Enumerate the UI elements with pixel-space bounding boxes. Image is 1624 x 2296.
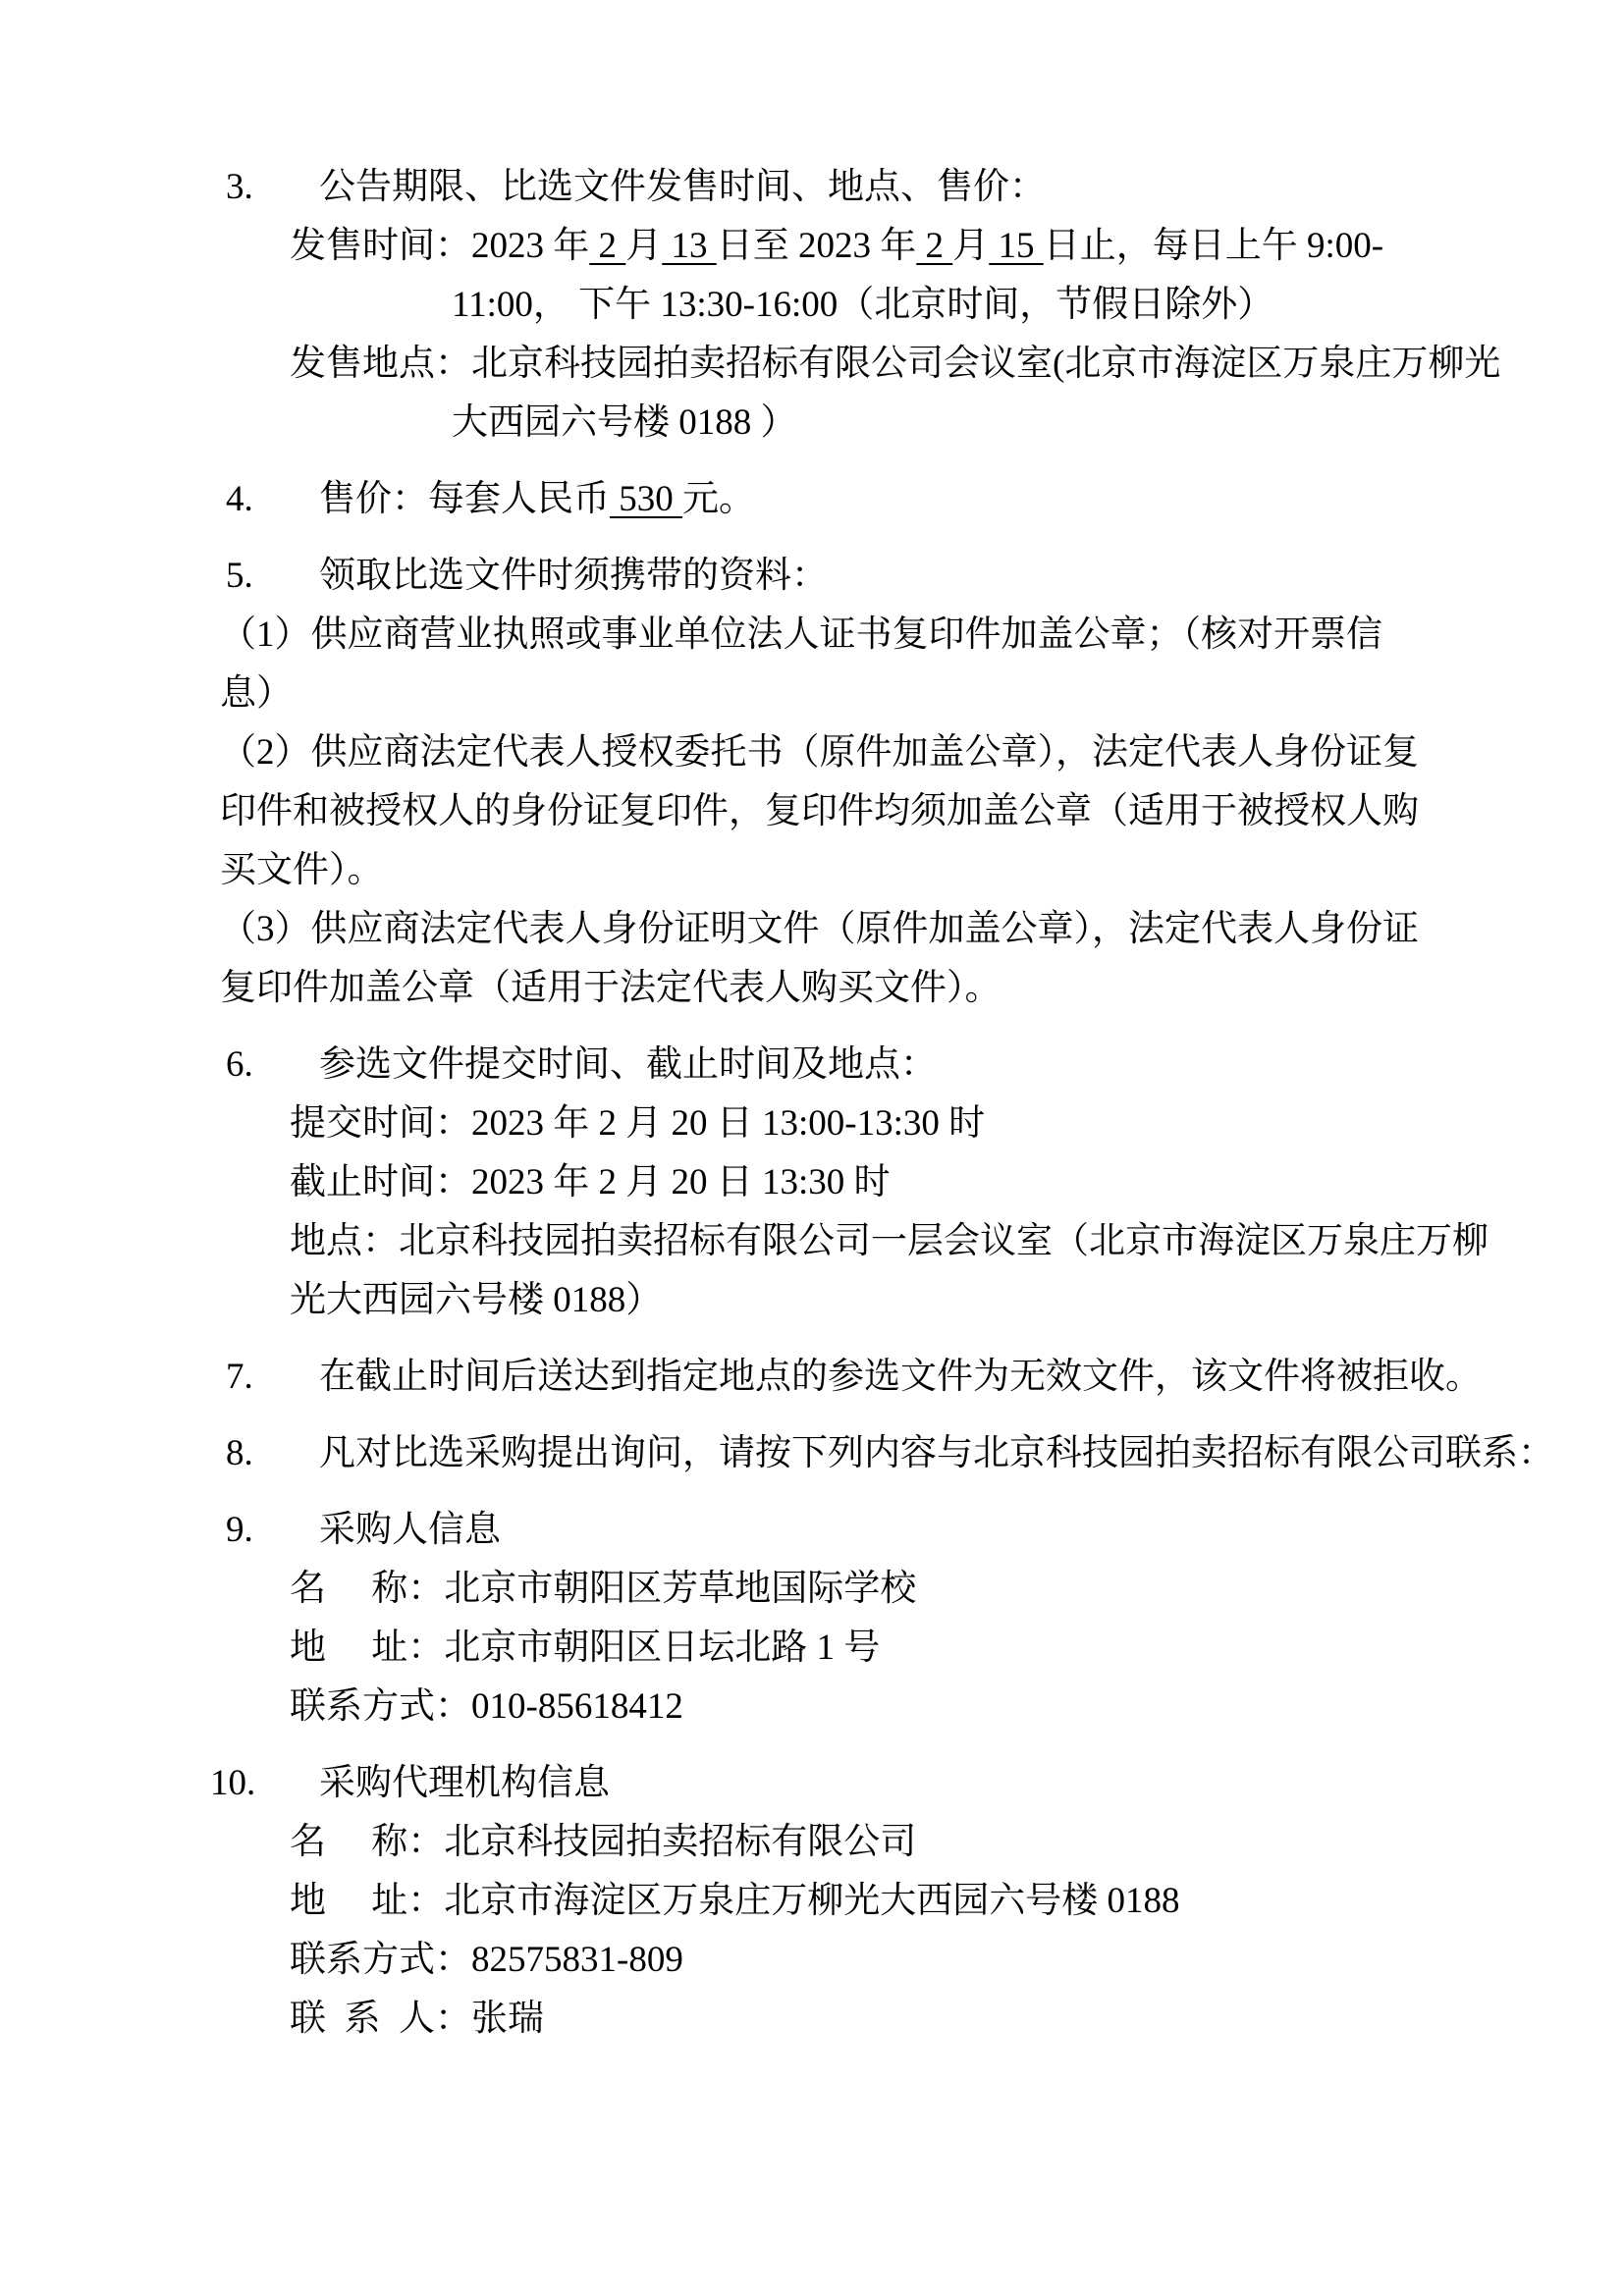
item-3-number: 3.	[226, 167, 253, 207]
purchaser-address: 地 址：北京市朝阳区日坛北路 1 号	[290, 1628, 881, 1668]
list-item-7	[0, 1348, 1624, 1407]
sale-time-month-2: 2	[916, 226, 953, 266]
item-4-number: 4.	[226, 479, 253, 519]
item-5-point-2-line-2: 印件和被授权人的身份证复印件，复印件均须加盖公章（适用于被授权人购	[220, 791, 1419, 831]
sale-time-text: 发售时间：2023 年	[290, 226, 590, 266]
list-item-9	[0, 1501, 1624, 1736]
item-6-heading: 参选文件提交时间、截止时间及地点：	[319, 1044, 937, 1085]
agency-name: 名 称：北京科技园拍卖招标有限公司	[290, 1822, 917, 1862]
item-5-point-1-line-2: 息）	[220, 673, 293, 714]
item-4-heading: 售价：每套人民币 530 元。	[319, 479, 755, 519]
sale-time-day-2: 15	[989, 226, 1044, 266]
item-3-sale-time: 发售时间：2023 年 2 月 13 日至 2023 年 2 月 15 日止，每日上午 9:00-	[290, 226, 1384, 266]
item-10-heading: 采购代理机构信息	[319, 1763, 610, 1803]
item-6-submit-time: 提交时间：2023 年 2 月 20 日 13:00-13:30 时	[290, 1103, 986, 1144]
item-5-point-2-line-3: 买文件）。	[220, 850, 384, 890]
list-item-10	[0, 1754, 1624, 2049]
item-5-heading: 领取比选文件时须携带的资料：	[319, 556, 828, 596]
agency-address: 地 址：北京市海淀区万泉庄万柳光大西园六号楼 0188	[290, 1881, 1180, 1921]
item-6-number: 6.	[226, 1044, 253, 1085]
price-value: 530	[610, 479, 682, 519]
item-8-number: 8.	[226, 1433, 253, 1473]
item-8-heading: 凡对比选采购提出询问，请按下列内容与北京科技园拍卖招标有限公司联系：	[319, 1433, 1554, 1473]
item-5-point-2-line-1: （2）供应商法定代表人授权委托书（原件加盖公章），法定代表人身份证复	[220, 732, 1419, 773]
list-item-3	[0, 158, 1624, 453]
item-5-point-3-line-1: （3）供应商法定代表人身份证明文件（原件加盖公章），法定代表人身份证	[220, 909, 1419, 949]
item-3-sale-time-cont: 11:00， 下午 13:30-16:00（北京时间，节假日除外）	[452, 285, 1274, 325]
item-6-place-cont: 光大西园六号楼 0188）	[290, 1280, 663, 1320]
item-5-point-1-line-1: （1）供应商营业执照或事业单位法人证书复印件加盖公章；（核对开票信	[220, 614, 1382, 655]
item-9-heading: 采购人信息	[319, 1510, 501, 1550]
agency-contact-person: 联 系 人：张瑞	[290, 1999, 544, 2039]
agency-contact: 联系方式：82575831-809	[290, 1940, 683, 1980]
item-5-number: 5.	[226, 556, 253, 596]
purchaser-contact: 联系方式：010-85618412	[290, 1686, 683, 1727]
item-6-place: 地点：北京科技园拍卖招标有限公司一层会议室（北京市海淀区万泉庄万柳	[290, 1221, 1489, 1261]
item-3-sale-place-cont: 大西园六号楼 0188 ）	[452, 402, 797, 443]
list-item-6	[0, 1036, 1624, 1330]
list-item-8	[0, 1424, 1624, 1483]
item-3-sale-place: 发售地点：北京科技园拍卖招标有限公司会议室(北京市海淀区万泉庄万柳光	[290, 344, 1501, 384]
item-3-heading: 公告期限、比选文件发售时间、地点、售价：	[319, 167, 1046, 207]
item-5-point-3-line-2: 复印件加盖公章（适用于法定代表人购买文件）。	[220, 968, 1001, 1008]
item-10-number: 10.	[210, 1763, 256, 1803]
item-9-number: 9.	[226, 1510, 253, 1550]
item-7-heading: 在截止时间后送达到指定地点的参选文件为无效文件，该文件将被拒收。	[319, 1357, 1482, 1397]
sale-time-day-1: 13	[662, 226, 717, 266]
purchaser-name: 名 称：北京市朝阳区芳草地国际学校	[290, 1569, 917, 1609]
sale-time-month-1: 2	[589, 226, 626, 266]
item-7-number: 7.	[226, 1357, 253, 1397]
item-6-deadline: 截止时间：2023 年 2 月 20 日 13:30 时	[290, 1162, 891, 1202]
list-item-5	[0, 547, 1624, 1018]
list-item-4	[0, 470, 1624, 529]
